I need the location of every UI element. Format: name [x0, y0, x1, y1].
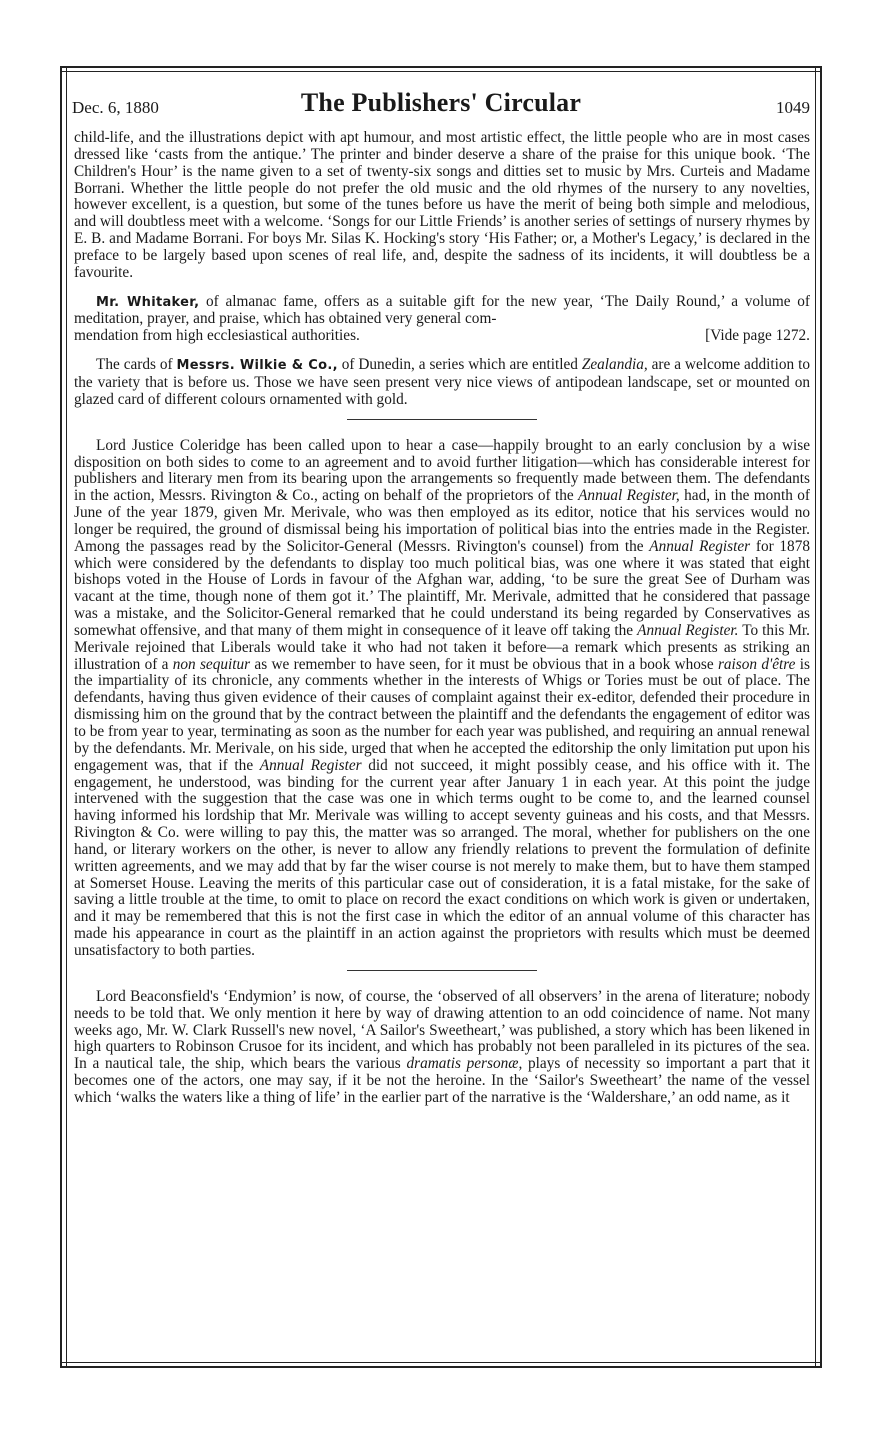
header-date: Dec. 6, 1880: [72, 98, 159, 117]
raison-detre: raison d'être: [717, 655, 796, 673]
annual-register-ref: Annual Register,: [578, 487, 680, 505]
annual-register-ref: Annual Register.: [637, 621, 739, 639]
coleridge-text-3: for 1878 which were considered by the defendants to display too much political bias, was one where it was stated that eight bishops voted in the House of Lords in favour of the Afghan war, adding, ‘to be sure the great See of Durham was vacant at the time, though none of them got it.’ The plaintiff, Mr. Merivale, admitted that he considered that passage was a mistake, and the Solicitor-General remarked that he could understand its being regarded by Conservatives as somewhat offensive, and that many of them might in consequence of it leave off taking the: [74, 537, 810, 639]
wilkie-name: Messrs. Wilkie & Co.,: [176, 358, 338, 374]
paragraph-wilkie: [74, 357, 810, 409]
section-divider: [347, 419, 537, 420]
coleridge-text-4: To this Mr. Merivale rejoined that Liberals would take it who had not taken it before—a remark which presents as striking an illustration of a: [74, 621, 810, 673]
whitaker-name: Mr. Whitaker,: [96, 294, 200, 310]
dramatis-personae: dramatis personæ,: [406, 1055, 523, 1073]
coleridge-text-1: Lord Justice Coleridge has been called upon to hear a case—happily brought to an early conclusion by a wise disposition on both sides to come to an agreement and to avoid further litigation—which has considerable interest for publishers and literary men from its bearing upon the arrangements so frequently made between them. The defendants in the action, Messrs. Rivington & Co., acting on behalf of the proprietors of the: [74, 436, 810, 505]
whitaker-last-text: mendation from high ecclesiastical authorities.: [74, 327, 360, 345]
journal-title: The Publishers' Circular: [300, 88, 582, 117]
beaconsfield-text-2: plays of necessity so important a part that it becomes one of the actors, one may say, if it be not the heroine. In the ‘Sailor's Sweetheart’ the name of the vessel which ‘walks the waters like a thing of life’ in the earlier part of the narrative is the ‘Waldershare,’ an odd name, as it: [74, 1055, 811, 1106]
beaconsfield-text-1: Lord Beaconsfield's ‘Endymion’ is now, of course, the ‘observed of all observers’ in the arena of literature; nobody needs to be told that. We only mention it here by way of drawing attention to an odd coincidence of name. Not many weeks ago, Mr. W. Clark Russell's new novel, ‘A Sailor's Sweetheart,’ was published, a story which has been likened in high quarters to Robinson Crusoe for its incident, and which has probably not been paralleled in its pictures of the sea. In a nautical tale, the ship, which bears the various: [74, 987, 810, 1073]
whitaker-last-line: [74, 328, 810, 345]
non-sequitur: non sequitur: [172, 655, 251, 673]
frame-left-border: [60, 66, 67, 1368]
wilkie-text-after: are a welcome addition to the variety that is before us. Those we have seen present very nice views of antipodean landscape, set or mounted on glazed card of different colours ornamented with gold.: [74, 356, 810, 408]
paragraph-whitaker: [74, 294, 810, 329]
coleridge-text-2: had, in the month of June of the year 1879, given Mr. Merivale, who was then employed as its editor, notice that his services would no longer be required, the ground of dismissal being his importation of political bias into the entries made in the Register. Among the passages read by the Solicitor-General (Messrs. Rivington's counsel) from the: [74, 487, 810, 555]
paragraph-children-books: child-life, and the illustrations depict with apt humour, and most artistic effect, the little people who are in most cases dressed like ‘casts from the antique.’ The printer and binder deserve a share of the praise for this unique book. ‘The Children's Hour’ is the name given to a set of twenty-six songs and ditties set to music by Mrs. Curteis and Madame Borrani. Whether the little people do not prefer the old music and the old rhymes of the nursery to any novelties, however excellent, is a question, but some of the tunes before us have the merit of being both simple and melodious, and will doubtless meet with a welcome. ‘Songs for our Little Friends’ is another series of settings of nursery rhymes by E. B. and Madame Borrani. For boys Mr. Silas K. Hocking's story ‘His Father; or, a Mother's Legacy,’ is declared in the preface to be largely based upon scenes of real life, and, despite the sadness of its incidents, it will doubtless be a favourite.: [74, 129, 810, 281]
page-number: 1049: [775, 98, 810, 117]
wilkie-lead: The cards of: [96, 356, 177, 374]
paragraph-coleridge: [74, 438, 810, 960]
section-divider: [347, 970, 537, 971]
footer-rule: [62, 1362, 820, 1368]
page: [62, 48, 820, 1368]
annual-register-ref: Annual Register: [649, 537, 751, 555]
coleridge-text-7: did not succeed, it might possibly cease, and his office with it. The engagement, he understood, was binding for the current year after January 1 in each year. At this point the judge intervened with the suggestion that the case was one in which terms ought to be come to, and the learned counsel having informed his lordship that Mr. Merivale was willing to accept seventy guineas and his costs, and that Messrs. Rivington & Co. were willing to pay this, the matter was so arranged. The moral, whether for publishers on the one hand, or literary workers on the other, is never to allow any friendly relations to prevent the formulation of definite written agreements, and we may add that by far the wiser course is not merely to make them, but to have them stamped at Somerset House. Leaving the merits of this particular case out of consideration, it is a fatal mistake, for the sake of saving a little trouble at the time, to omit to place on record the exact conditions on which work is given or undertaken, and it may be remembered that this is not the first case in which the editor of an annual volume of this character has made his appearance in court as the plaintiff in an action against the proprietors with results which must be deemed unsatisfactory to both parties.: [74, 756, 810, 959]
annual-register-ref: Annual Register: [259, 756, 362, 774]
whitaker-text: of almanac fame, offers as a suitable gift for the new year, ‘The Daily Round,’ a volume of meditation, prayer, and praise, which has obtained very general com-: [74, 292, 811, 328]
wilkie-text-before: of Dunedin, a series which are entitled: [337, 356, 582, 374]
header-rule: [62, 66, 820, 72]
coleridge-text-6: is the impartiality of its chronicle, any comments whether in the interests of Whigs or Tories must be out of place. The defendants, having thus given evidence of their causes of complaint against their ex-editor, defended their procedure in dismissing him on the ground that by the contract between the plaintiff and the defendants the engagement of editor was to be from year to year, terminating as soon as the number for each year was published, and requiring an annual renewal by the defendants. Mr. Merivale, on his side, urged that when he accepted the editorship the only limitation put upon his engagement was, that if the: [74, 655, 810, 774]
coleridge-text-5: as we remember to have seen, for it must be obvious that in a book whose: [250, 655, 718, 673]
wilkie-series: Zealandia,: [581, 356, 648, 374]
vide-reference: [Vide page 1272.: [705, 327, 810, 345]
page-body: [74, 130, 810, 1107]
frame-right-border: [815, 66, 822, 1368]
paragraph-beaconsfield: [74, 989, 810, 1107]
page-header: [72, 78, 810, 118]
